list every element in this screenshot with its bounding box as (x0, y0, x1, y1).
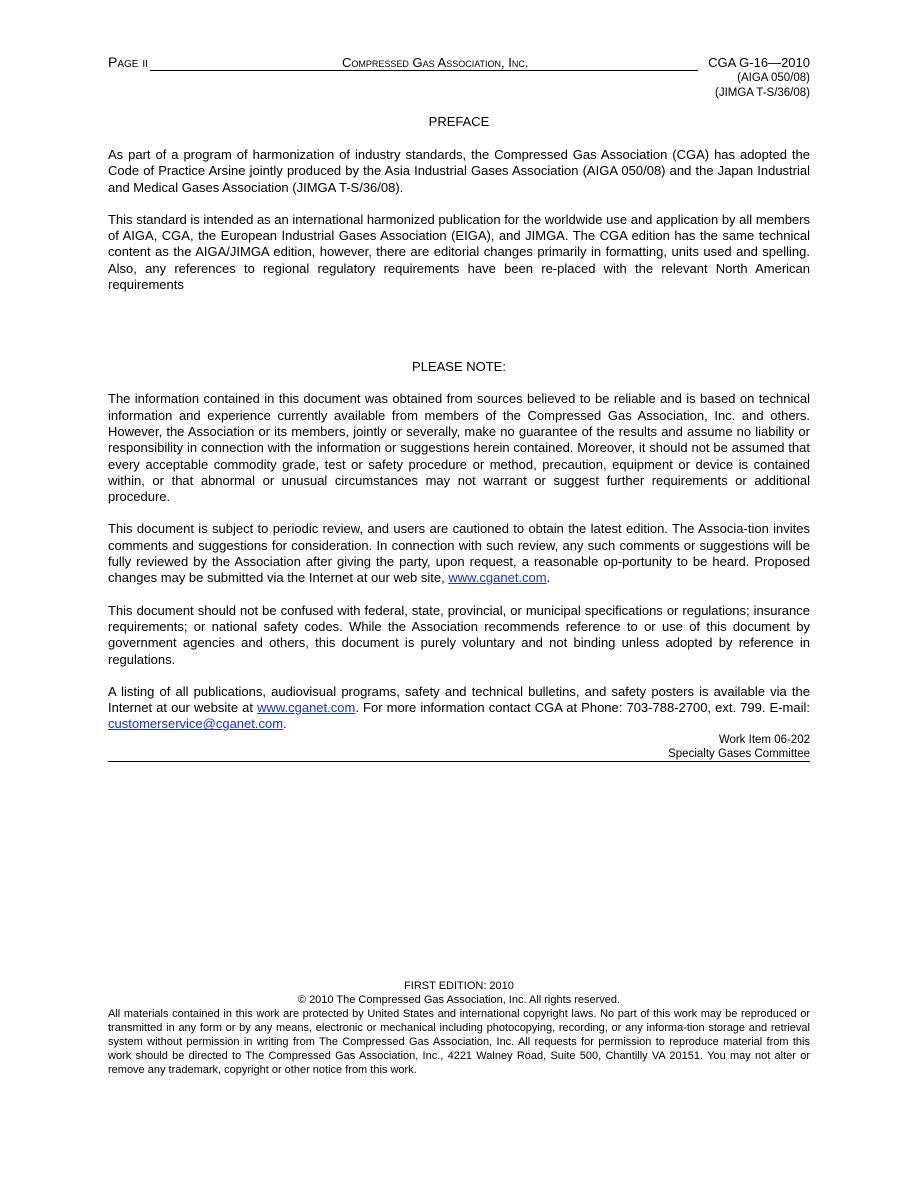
website-link-2[interactable]: www.cganet.com (257, 700, 356, 716)
copyright-line: © 2010 The Compressed Gas Association, Inc. All rights reserved. (297, 994, 621, 1006)
header-aiga-ref: (AIGA 050/08) (737, 72, 810, 84)
preface-paragraph-2: This standard is intended as an international harmonized publication for the worldwide use and application by all members of AIGA, CGA, the European Industrial Gases Association (EIGA), and JIMGA. The CGA edition has the same technical content as the AIGA/JIMGA edition, however, there are editorial changes primarily in formatting, units used and spelling. Also, any references to regional regulatory requirements have been re-placed with the relevant North American requirements (108, 211, 810, 293)
note-paragraph-4-end: . (283, 716, 287, 732)
note-paragraph-2 (108, 521, 810, 586)
note-paragraph-4-mid: . For more information contact CGA at Phone: 703-788-2700, ext. 799. E-mail: (355, 700, 810, 716)
edition-label: FIRST EDITION: 2010 (404, 980, 514, 992)
note-paragraph-2-end: . (546, 570, 551, 586)
page-label: Page ii (108, 54, 148, 70)
header-doc-id: CGA G-16—2010 (708, 55, 810, 70)
legal-notice: All materials contained in this work are protected by United States and international copyright laws. No part of this work may be reproduced or transmitted in any form or by any means, electronic or mechanical including photocopying, recording, or any informa-tion storage and retrieval system without permission in writing from The Compressed Gas Association, Inc. All requests for permission to reproduce material from this work should be directed to The Compressed Gas Association, Inc., 4221 Walney Road, Suite 500, Chantilly VA 20151. You may not alter or remove any trademark, copyright or other notice from this work. (108, 1008, 810, 1076)
header-organization: Compressed Gas Association, Inc. (342, 55, 529, 70)
note-title: PLEASE NOTE: (412, 359, 506, 375)
note-paragraph-3: This document should not be confused with federal, state, provincial, or municipal specifications or regulations; insurance requirements; or national safety codes. While the Association recommends reference to or use of this document by government agencies and others, this document is purely voluntary and not binding unless adopted by reference in regulations. (108, 602, 810, 667)
work-item: Work Item 06-202 (718, 733, 810, 746)
note-paragraph-4 (108, 684, 810, 733)
preface-paragraph-1: As part of a program of harmonization of industry standards, the Compressed Gas Association (CGA) has adopted the Code of Practice Arsine jointly produced by the Asia Industrial Gases Association (AIGA 050/08) and the Japan Industrial and Medical Gases Association (JIMGA T-S/36/08). (108, 147, 810, 195)
email-link[interactable]: customerservice@cganet.com (108, 716, 284, 732)
note-paragraph-4-text: A listing of all publications, audiovisual programs, safety and technical bulletins, and safety posters is available via the Internet at our website at (108, 683, 810, 716)
committee-name: Specialty Gases Committee (108, 747, 810, 762)
note-paragraph-2-text: This document is subject to periodic review, and users are cautioned to obtain the latest edition. The Associa-tion invites comments and suggestions for consideration. In connection with such review, any such comments or suggestions will be fully reviewed by the Association after giving the party, upon request, a reasonable op-portunity to be heard. Proposed changes may be submitted via the Internet at our web site, (108, 521, 810, 586)
document-page (108, 54, 810, 762)
running-header (108, 54, 810, 71)
preface-title: PREFACE (428, 114, 490, 129)
website-link[interactable]: www.cganet.com (448, 570, 547, 586)
header-jimga-ref: (JIMGA T-S/36/08) (714, 87, 810, 99)
copyright-footer (108, 979, 810, 1077)
note-paragraph-1: The information contained in this document was obtained from sources believed to be reliable and is based on technical information and experience currently available from members of the Compressed Gas Association, Inc. and others. However, the Association or its members, jointly or severally, make no guarantee of the results and assume no liability or responsibility in connection with the information or suggestions herein contained. Moreover, it should not be assumed that every acceptable commodity grade, test or safety procedure or method, precaution, equipment or device is contained within, or that abnormal or unusual circumstances may not warrant or suggest further requirements or additional procedure. (108, 391, 810, 505)
